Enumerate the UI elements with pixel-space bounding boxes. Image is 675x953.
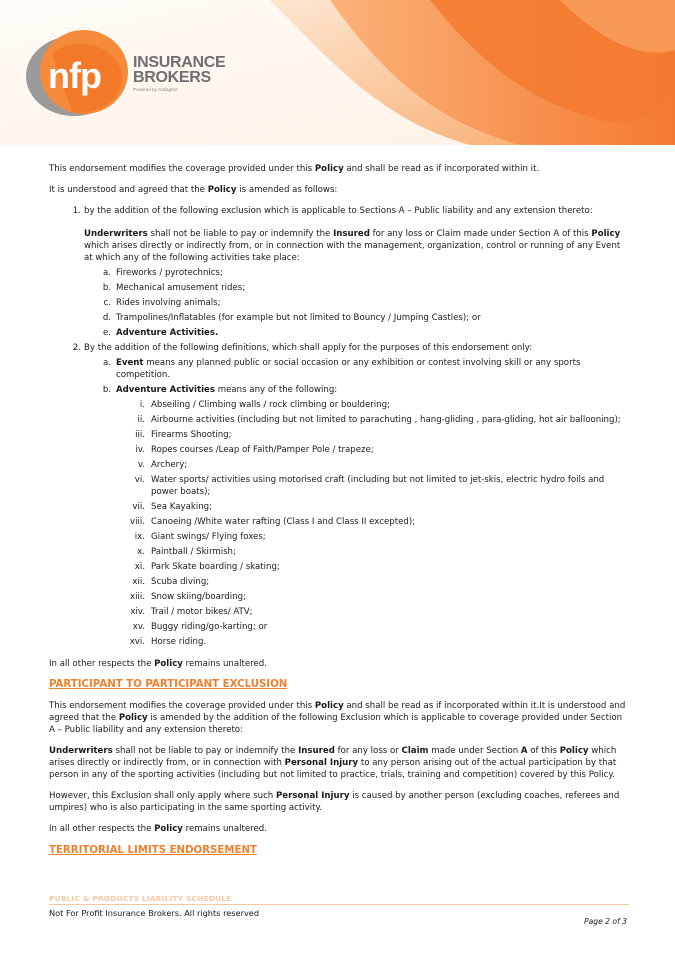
footer-schedule-title: PUBLIC & PRODUCTS LIABILITY SCHEDULE <box>49 894 232 903</box>
adventure-activity-item: v. Archery; <box>137 460 188 470</box>
adventure-activity-item: i. Abseiling / Climbing walls / rock climbing or bouldering; <box>139 400 390 410</box>
adventure-activity-item: xi. Park Skate boarding / skating; <box>134 562 280 572</box>
participant-paragraph-2: Underwriters shall not be liable to pay or indemnify the Insured for any loss or Claim made under Section A of this Policy which arises directly or indirectly from, or in connection with Personal Injury to any person arising out of the actual participation by that person in any of the sporting activities (including but not limited to practice, trials, training and competition) covered by this Policy. <box>49 746 617 780</box>
participant-paragraph-3: However, this Exclusion shall only apply where such Personal Injury is caused by another person (excluding coaches, referees and umpires) who is also participating in the same sporting activity. <box>49 791 620 813</box>
page-number: Page 2 of 3 <box>584 917 627 926</box>
adventure-activity-list <box>49 399 629 648</box>
logo-line-2: BROKERS <box>133 69 211 86</box>
adventure-activity-item: ix. Giant swings/ Flying foxes; <box>134 532 266 542</box>
exclusion-activity-list <box>49 267 629 339</box>
participant-paragraph-1: This endorsement modifies the coverage provided under this Policy and shall be read as if incorporated within it.It is understood and agreed that the Policy is amended by the addition of the following Exclusion which is applicable to coverage provided under Section A – Public liability and any extension thereto: <box>49 701 626 735</box>
adventure-activity-item: viii. Canoeing /White water rafting (Class I and Class II excepted); <box>130 517 416 527</box>
logo-line-1: INSURANCE <box>133 54 226 71</box>
adventure-activity-item: iii. Firearms Shooting; <box>135 430 232 440</box>
definition-adventure-activities: b. Adventure Activities means any of the following: <box>102 385 338 395</box>
exclusion-activity-item: a. Fireworks / pyrotechnics; <box>103 268 223 278</box>
section-heading-participant-exclusion: PARTICIPANT TO PARTICIPANT EXCLUSION <box>49 679 288 690</box>
exclusion-activity-item: e. Adventure Activities. <box>102 328 219 338</box>
logo-wordmark <box>133 55 225 85</box>
adventure-activity-item: xiv. Trail / motor bikes/ ATV; <box>130 607 253 617</box>
document-body <box>49 163 629 857</box>
footer-divider <box>49 904 629 905</box>
exclusion-activity-item: c. Rides involving animals; <box>103 298 221 308</box>
adventure-activity-item: xii. Scuba diving; <box>132 577 210 587</box>
participant-paragraph-4: In all other respects the Policy remains unaltered. <box>49 824 267 834</box>
logo-tagline: Powered by Gallagher <box>133 87 178 92</box>
adventure-activity-item: iv. Ropes courses /Leap of Faith/Pamper Pole / trapeze; <box>135 445 374 455</box>
adventure-activity-item: xiii. Snow skiing/boarding; <box>130 592 246 602</box>
adventure-activity-item: ii. Airbourne activities (including but not limited to parachuting , hang-gliding , para-gliding, hot air ballooning); <box>137 415 621 425</box>
adventure-activity-item: vii. Sea Kayaking; <box>132 502 213 512</box>
exclusion-activity-item: b. Mechanical amusement rides; <box>102 283 246 293</box>
exclusion-activity-item: d. Trampolines/Inflatables (for example but not limited to Bouncy / Jumping Castles); or <box>102 313 481 323</box>
adventure-activity-item: x. Paintball / Skirmish; <box>137 547 236 557</box>
list-item-1: 1. by the addition of the following exclusion which is applicable to Sections A – Public liability and any extension thereto: <box>72 206 593 216</box>
logo-mark: nfp <box>48 55 101 96</box>
definition-event: a. Event means any planned public or social occasion or any exhibition or contest involving skill or any sports competition. <box>103 358 581 380</box>
adventure-activity-item: vi. Water sports/ activities using motorised craft (including but not limited to jet-skis, electric hydro foils and power boats); <box>134 475 605 497</box>
unaltered-statement: In all other respects the Policy remains unaltered. <box>49 659 267 669</box>
adventure-activity-item: xv. Buggy riding/go-karting; or <box>132 622 268 632</box>
footer-copyright: Not For Profit Insurance Brokers. All rights reserved <box>49 908 260 918</box>
section-heading-territorial-limits: TERRITORIAL LIMITS ENDORSEMENT <box>49 845 257 856</box>
page-header <box>0 0 675 145</box>
intro-paragraph-1: This endorsement modifies the coverage provided under this Policy and shall be read as if incorporated within it. <box>49 164 540 174</box>
intro-paragraph-2: It is understood and agreed that the Policy is amended as follows: <box>49 185 338 195</box>
list-item-2: 2. By the addition of the following definitions, which shall apply for the purposes of this endorsement only: <box>72 343 533 353</box>
adventure-activity-item: xvi. Horse riding. <box>129 637 207 647</box>
exclusion-paragraph: Underwriters shall not be liable to pay or indemnify the Insured for any loss or Claim made under Section A of this Policy which arises directly or indirectly from, or in connection with the management, organization, control or running of any Event at which any of the following activities take place: <box>84 229 621 263</box>
